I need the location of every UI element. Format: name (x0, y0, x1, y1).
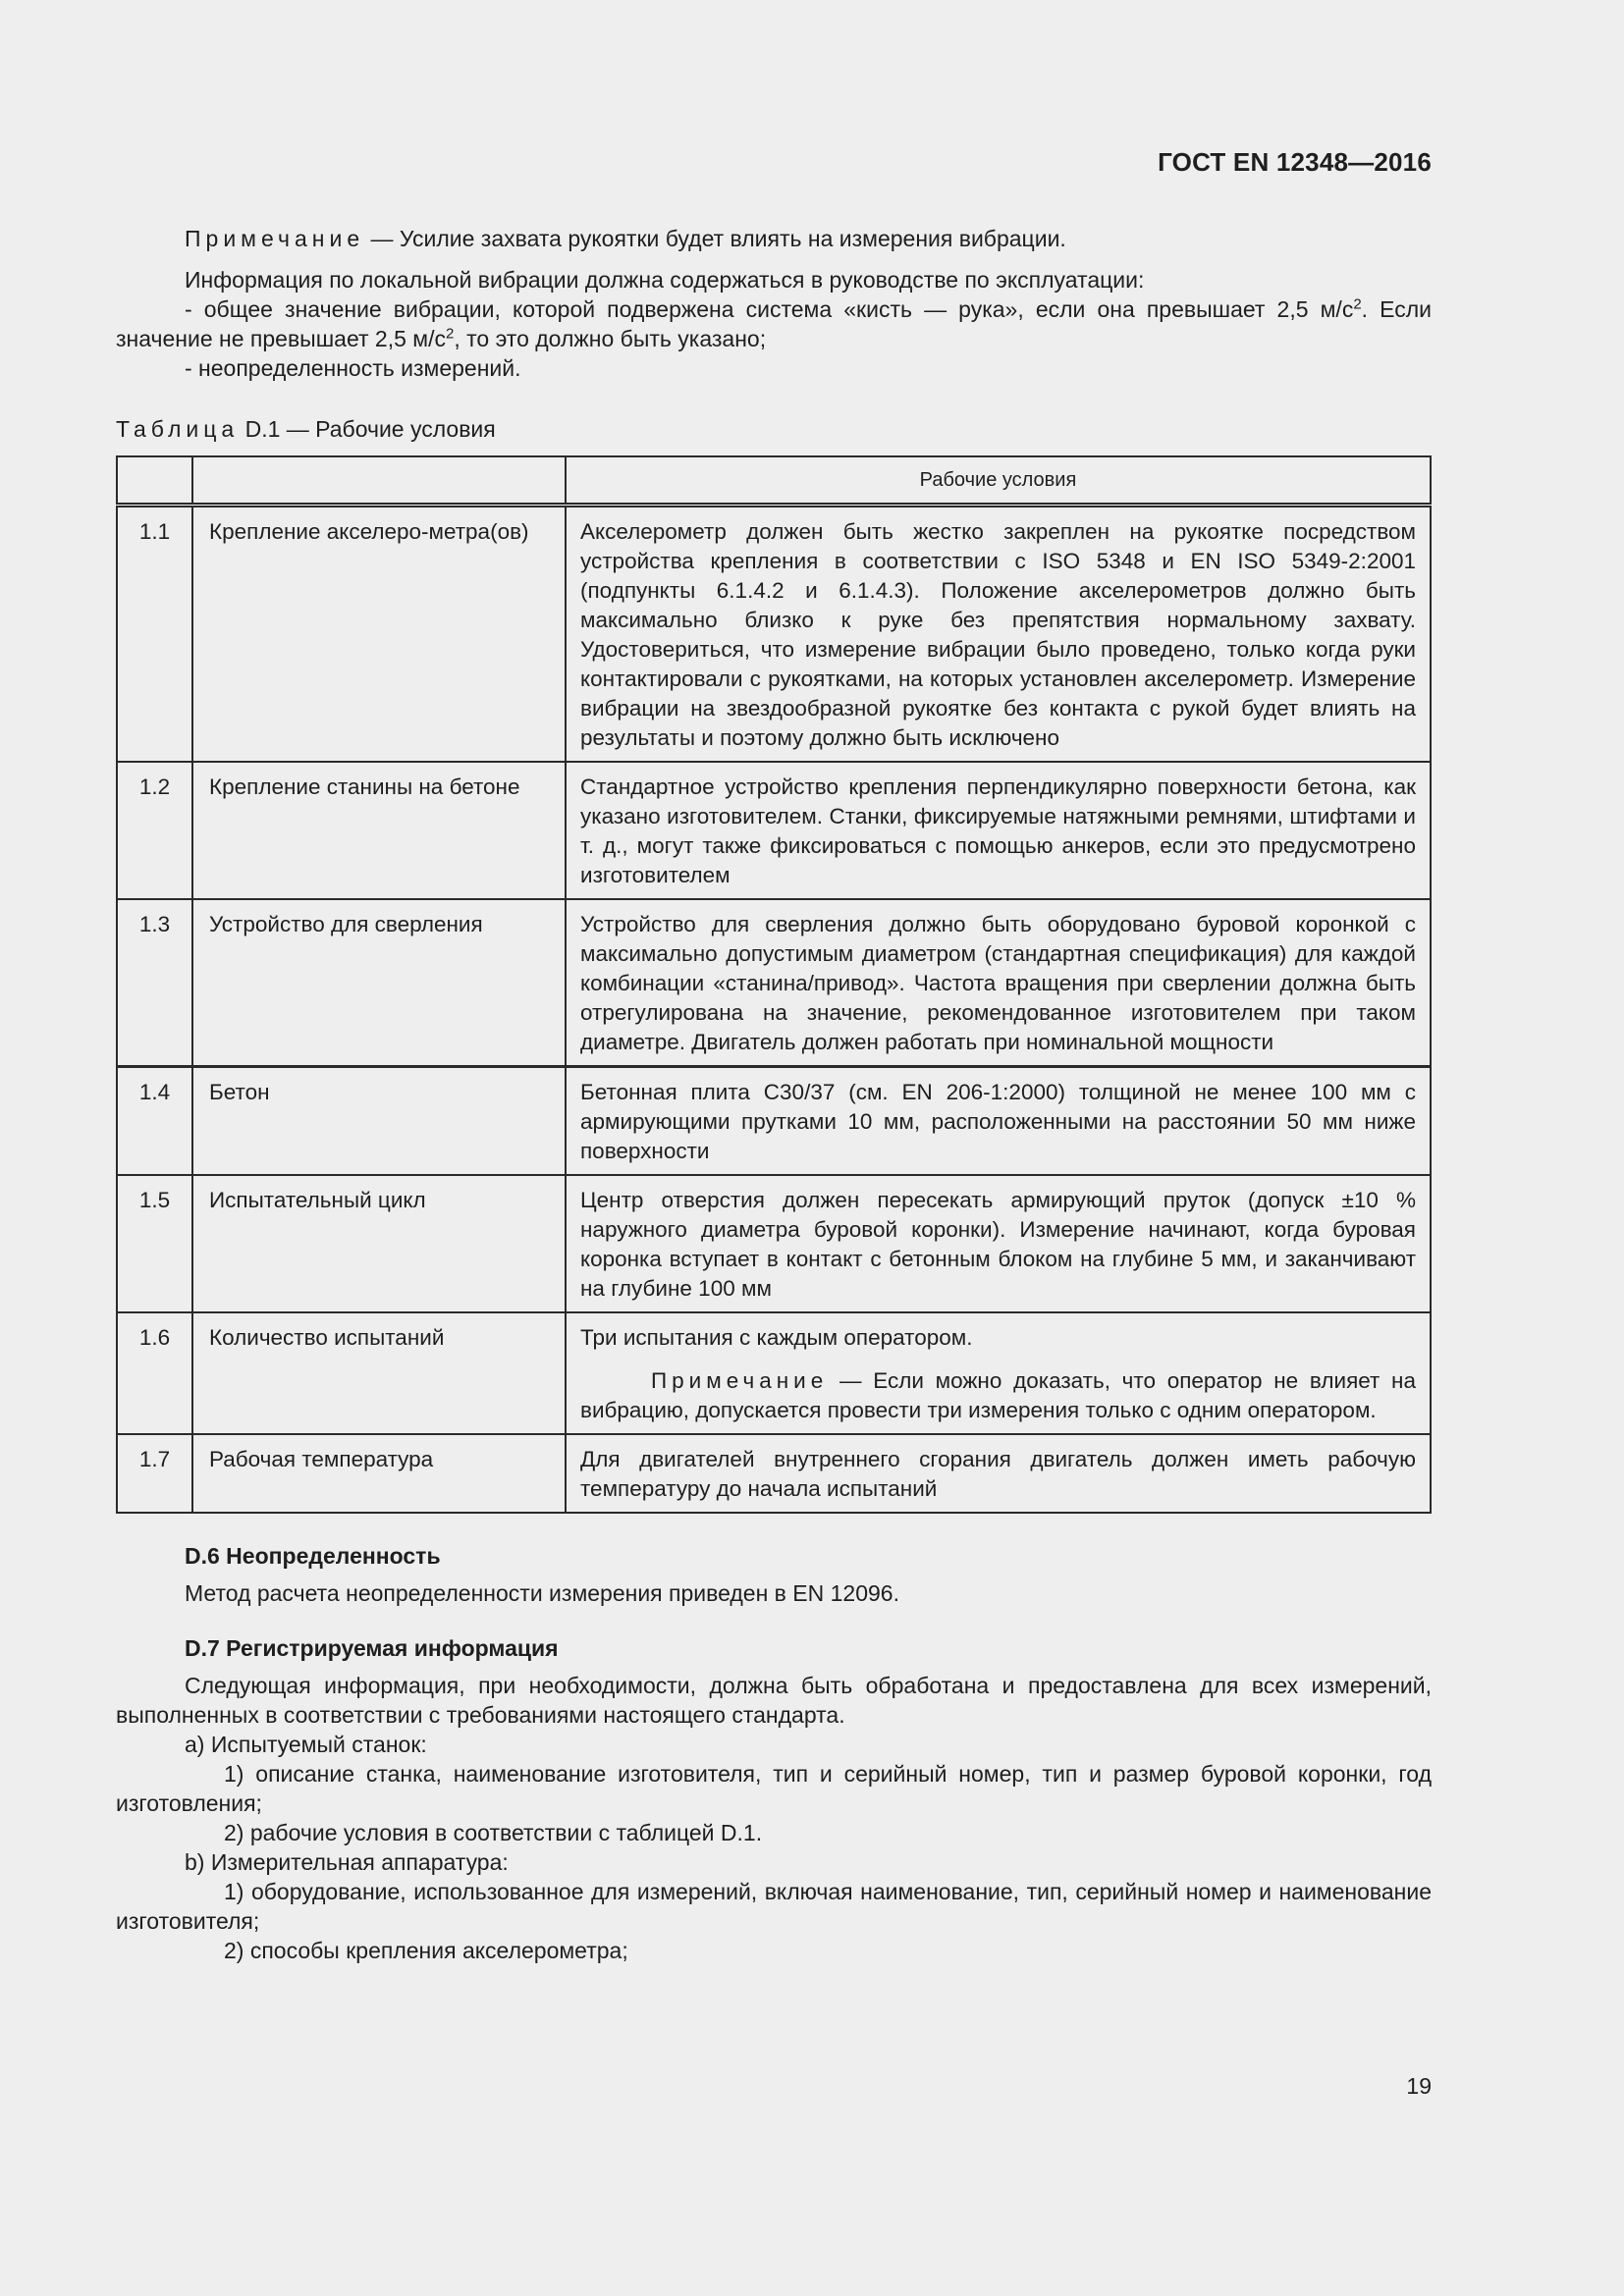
row-number: 1.3 (117, 899, 192, 1067)
row-description: Для двигателей внутреннего сгорания двигатель должен иметь рабочую температуру до начала испытаний (566, 1434, 1431, 1513)
list-item-b: b) Измерительная аппаратура: (185, 1849, 509, 1875)
row-name: Устройство для сверления (192, 899, 566, 1067)
cell-note (580, 1366, 1416, 1425)
caption-label: Таблица (116, 416, 240, 442)
row-number: 1.7 (117, 1434, 192, 1513)
list-item-b2: 2) способы крепления акселерометра; (224, 1938, 628, 1963)
row-description (566, 1312, 1431, 1434)
list-item-a2: 2) рабочие условия в соответствии с таблицей D.1. (224, 1820, 763, 1845)
header-cell-desc: Рабочие условия (566, 456, 1431, 506)
page-number: 19 (1406, 2073, 1432, 2099)
row-number: 1.6 (117, 1312, 192, 1434)
row-description: Центр отверстия должен пересекать армирующий пруток (допуск ±10 % наружного диаметра буровой коронки). Измерение начинают, когда буровая коронка вступает в контакт с бетонным блоком на глубине 5 мм, и заканчивают на глубине 100 мм (566, 1175, 1431, 1312)
table-row (117, 899, 1431, 1067)
table-row (117, 1434, 1431, 1513)
row-number: 1.1 (117, 506, 192, 763)
note-label: Примечание (185, 226, 365, 251)
table-row (117, 506, 1431, 763)
row-description: Устройство для сверления должно быть оборудовано буровой коронкой с максимально допустимым диаметром (стандартная спецификация) для каждой комбинации «станина/привод». Частота вращения при сверлении должна быть отрегулирована на значение, рекомендованное изготовителем при таком диаметре. Двигатель должен работать при номинальной мощности (566, 899, 1431, 1067)
caption-text: D.1 — Рабочие условия (239, 416, 496, 442)
table-row (117, 762, 1431, 899)
list-item-b1: 1) оборудование, использованное для измерений, включая наименование, тип, серийный номер и наименование изготовителя; (116, 1879, 1432, 1934)
list-item-a: а) Испытуемый станок: (185, 1732, 427, 1757)
section-d7-text: Следующая информация, при необходимости, должна быть обработана и предоставлена для всех измерений, выполненных в соответствии с требованиями настоящего стандарта. (116, 1673, 1432, 1728)
table-row (117, 1175, 1431, 1312)
list-item-a1: 1) описание станка, наименование изготовителя, тип и серийный номер, тип и размер буровой коронки, год изготовления; (116, 1761, 1432, 1816)
working-conditions-table (116, 455, 1432, 1514)
info-line: Информация по локальной вибрации должна содержаться в руководстве по эксплуатации: (185, 267, 1145, 293)
note-dash: — (364, 226, 400, 251)
table-row (117, 1067, 1431, 1176)
section-d6-title: D.6 Неопределенность (185, 1543, 441, 1569)
row-description: Стандартное устройство крепления перпендикулярно поверхности бетона, как указано изготовителем. Станки, фиксируемые натяжными ремнями, штифтами и т. д., могут также фиксироваться с помощью анкеров, если это предусмотрено изготовителем (566, 762, 1431, 899)
row-description: Бетонная плита С30/37 (см. EN 206-1:2000) толщиной не менее 100 мм с армирующими прутками 10 мм, расположенными на расстоянии 50 мм ниже поверхности (566, 1067, 1431, 1176)
row-name: Крепление станины на бетоне (192, 762, 566, 899)
header-cell-num (117, 456, 192, 506)
standard-code-header: ГОСТ EN 12348—2016 (1158, 147, 1432, 177)
header-cell-name (192, 456, 566, 506)
row-number: 1.5 (117, 1175, 192, 1312)
row-number: 1.2 (117, 762, 192, 899)
table-caption (116, 414, 1432, 444)
superscript: 2 (1353, 295, 1362, 313)
table-row (117, 1312, 1431, 1434)
row-description-text: Три испытания с каждым оператором. (580, 1325, 973, 1350)
cell-note-text: — Если можно доказать, что оператор не влияет на вибрацию, допускается провести три измерения только с одним оператором. (580, 1368, 1416, 1422)
intro-note (116, 224, 1432, 253)
row-description: Акселерометр должен быть жестко закреплен на рукоятке посредством устройства крепления в соответствии с ISO 5348 и EN ISO 5349-2:2001 (подпункты 6.1.4.2 и 6.1.4.3). Положение акселерометров должно быть максимально близко к руке без препятствия нормальному захвату. Удостовериться, что измерение вибрации было проведено, только когда руки контактировали с рукоятками, на которых установлен акселерометр. Измерение вибрации на звездообразной рукоятке без контакта с рукой будет влиять на результаты и поэтому должно быть исключено (566, 506, 1431, 763)
info-item-1-part-1: - общее значение вибрации, которой подвержена система «кисть — рука», если она превышает 2,5 м/с (185, 296, 1354, 322)
row-name: Бетон (192, 1067, 566, 1176)
info-item-1-part-2: . Если значение не превышает 2,5 м/с (116, 296, 1432, 351)
row-name: Испытательный цикл (192, 1175, 566, 1312)
section-d7-title: D.7 Регистрируемая информация (185, 1635, 559, 1661)
info-item-1-part-3: , то это должно быть указано; (454, 326, 767, 351)
info-item-1 (116, 294, 1432, 353)
table-header-row (117, 456, 1431, 506)
row-name: Рабочая температура (192, 1434, 566, 1513)
info-item-2: - неопределенность измерений. (185, 355, 521, 381)
row-number: 1.4 (117, 1067, 192, 1176)
row-name: Количество испытаний (192, 1312, 566, 1434)
section-d6-text: Метод расчета неопределенности измерения приведен в EN 12096. (185, 1580, 899, 1606)
note-text: Усилие захвата рукоятки будет влиять на измерения вибрации. (399, 226, 1066, 251)
page-content (116, 224, 1432, 1965)
cell-note-label: Примечание (651, 1368, 829, 1393)
row-name: Крепление акселеро-метра(ов) (192, 506, 566, 763)
superscript: 2 (445, 325, 455, 343)
